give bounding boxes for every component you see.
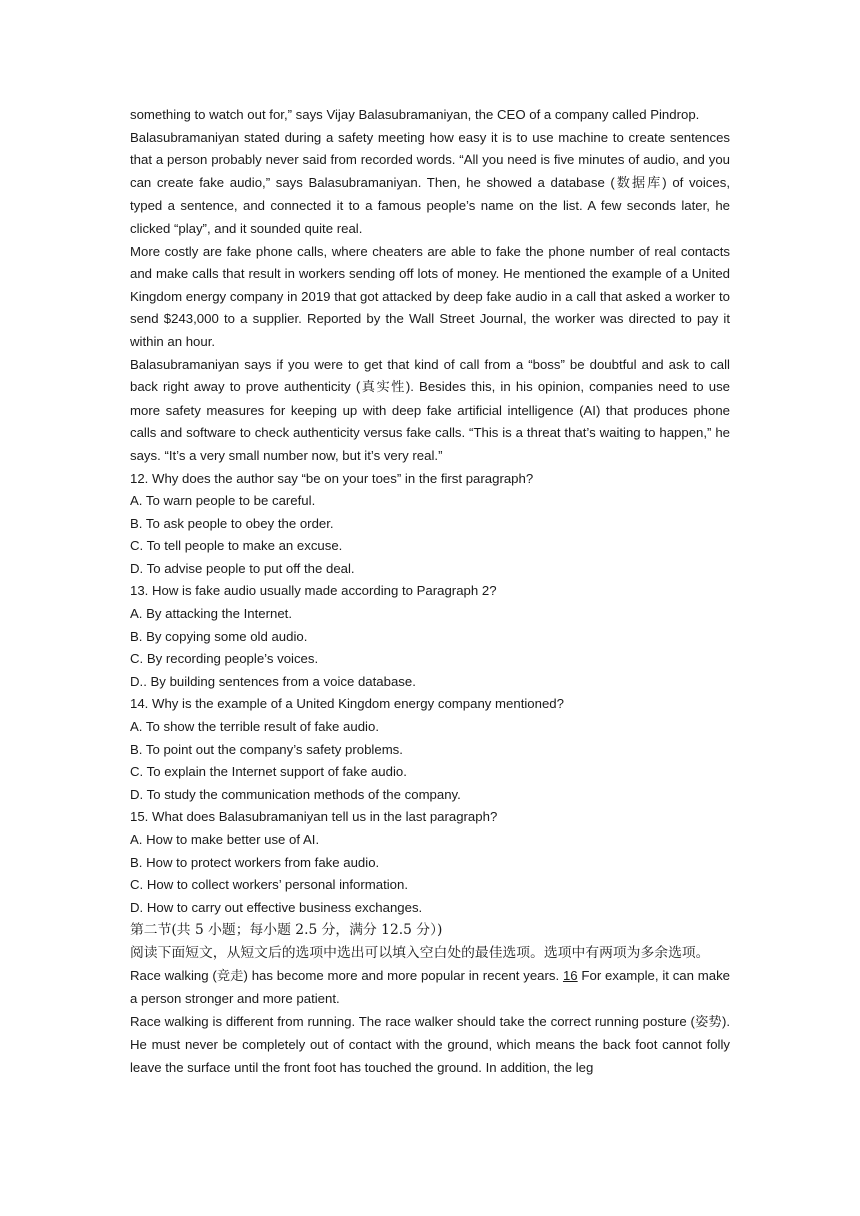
question-14-option-c: C. To explain the Internet support of fake audio. <box>130 764 407 780</box>
question-15-stem: 15. What does Balasubramaniyan tell us in the last paragraph? <box>130 809 498 825</box>
question-15-option-d: D. How to carry out effective business exchanges. <box>130 899 423 915</box>
passage-paragraph-1-tail: something to watch out for,” says Vijay Balasubramaniyan, the CEO of a company called Pindrop. <box>130 107 700 122</box>
question-14-option-b: B. To point out the company’s safety problems. <box>130 741 403 757</box>
paragraph-4-chinese-gloss: 真实性 <box>360 380 406 396</box>
section-2-p1-chinese-gloss: 竞走 <box>216 968 244 984</box>
section-2-p1-text-a: Race walking ( <box>130 967 217 983</box>
paragraph-2-chinese-gloss: 数据库 <box>614 175 663 191</box>
question-12-option-b: B. To ask people to obey the order. <box>130 515 334 531</box>
question-15-option-a: A. How to make better use of AI. <box>130 832 320 847</box>
section-2-paragraph-2 <box>130 1011 730 1080</box>
question-12-option-a: A. To warn people to be careful. <box>130 493 316 509</box>
question-13-option-b: B. By copying some old audio. <box>130 628 308 644</box>
question-14-stem: 14. Why is the example of a United Kingdom energy company mentioned? <box>130 696 564 712</box>
question-14-option-d: D. To study the communication methods of the company. <box>130 786 461 802</box>
passage-paragraph-2 <box>130 127 730 241</box>
blank-16: 16 <box>562 967 578 983</box>
section-2-p2-text-b: ). He must never be completely out of contact with the ground, which means the back foot cannot folly leave the surface until the front foot has touched the ground. In addition, the leg <box>130 1013 730 1075</box>
passage-paragraph-3: More costly are fake phone calls, where cheaters are able to fake the phone number of real contacts and make calls that result in workers sending off lots of money. He mentioned the example of a United Kingdom energy company in 2019 that got attacked by deep fake audio in a call that asked a worker to send $243,000 to a supplier. Reported by the Wall Street Journal, the worker was directed to pay it within an hour. <box>130 243 730 349</box>
question-13-option-c: C. By recording people’s voices. <box>130 651 319 667</box>
question-12-option-c: C. To tell people to make an excuse. <box>130 538 343 554</box>
question-13-stem: 13. How is fake audio usually made according to Paragraph 2? <box>130 583 497 599</box>
section-2-p2-text-a: Race walking is different from running. The race walker should take the correct running posture ( <box>130 1013 695 1029</box>
section-2-heading: 第二节(共 5 小题；每小题 2.5 分，满分 12.5 分）) <box>130 922 443 939</box>
paragraph-2-text-a: Balasubramaniyan stated during a safety meeting how easy it is to use machine to create sentences that a person probably never said from recorded words. “All you need is five minutes of audio, and you can create fake audio,” says Balasubramaniyan. Then, he showed a database ( <box>130 129 730 190</box>
document-page <box>130 104 730 1080</box>
passage-paragraph-4 <box>130 354 730 468</box>
question-12-stem: 12. Why does the author say “be on your toes” in the first paragraph? <box>130 470 534 486</box>
section-2-paragraph-1 <box>130 965 730 1011</box>
question-15-option-c: C. How to collect workers’ personal information. <box>130 877 409 893</box>
question-12-option-d: D. To advise people to put off the deal. <box>130 560 355 576</box>
question-14-option-a: A. To show the terrible result of fake audio. <box>130 719 379 735</box>
paragraph-4-text-b: ). Besides this, in his opinion, companies need to use more safety measures for keeping up with deep fake artificial intelligence (AI) that produces phone calls and software to check authenticity versus fake calls. “This is a threat that’s waiting to happen,” he says. “It’s a very small number now, but it’s very real.” <box>130 379 731 463</box>
paragraph-4-text-a: Balasubramaniyan says if you were to get that kind of call from a “boss” be doubtful and ask to call back right away to prove authenticity ( <box>130 356 730 395</box>
section-2-p1-text-c: For example, it can make a person stronger and more patient. <box>130 967 731 1007</box>
section-2-p1-text-b: ) has become more and more popular in recent years. <box>243 967 563 983</box>
paragraph-2-text-b: ) of voices, typed a sentence, and connected it to a famous people’s name on the list. A few seconds later, he clicked “play”, and it sounded quite real. <box>130 174 730 236</box>
section-2-instruction: 阅读下面短文，从短文后的选项中选出可以填入空白处的最佳选项。选项中有两项为多余选项。 <box>130 944 710 961</box>
question-13-option-a: A. By attacking the Internet. <box>130 606 293 622</box>
question-15-option-b: B. How to protect workers from fake audio. <box>130 854 380 870</box>
question-13-option-d: D.. By building sentences from a voice database. <box>130 673 416 689</box>
section-2-p2-chinese-gloss: 姿势 <box>694 1014 722 1030</box>
